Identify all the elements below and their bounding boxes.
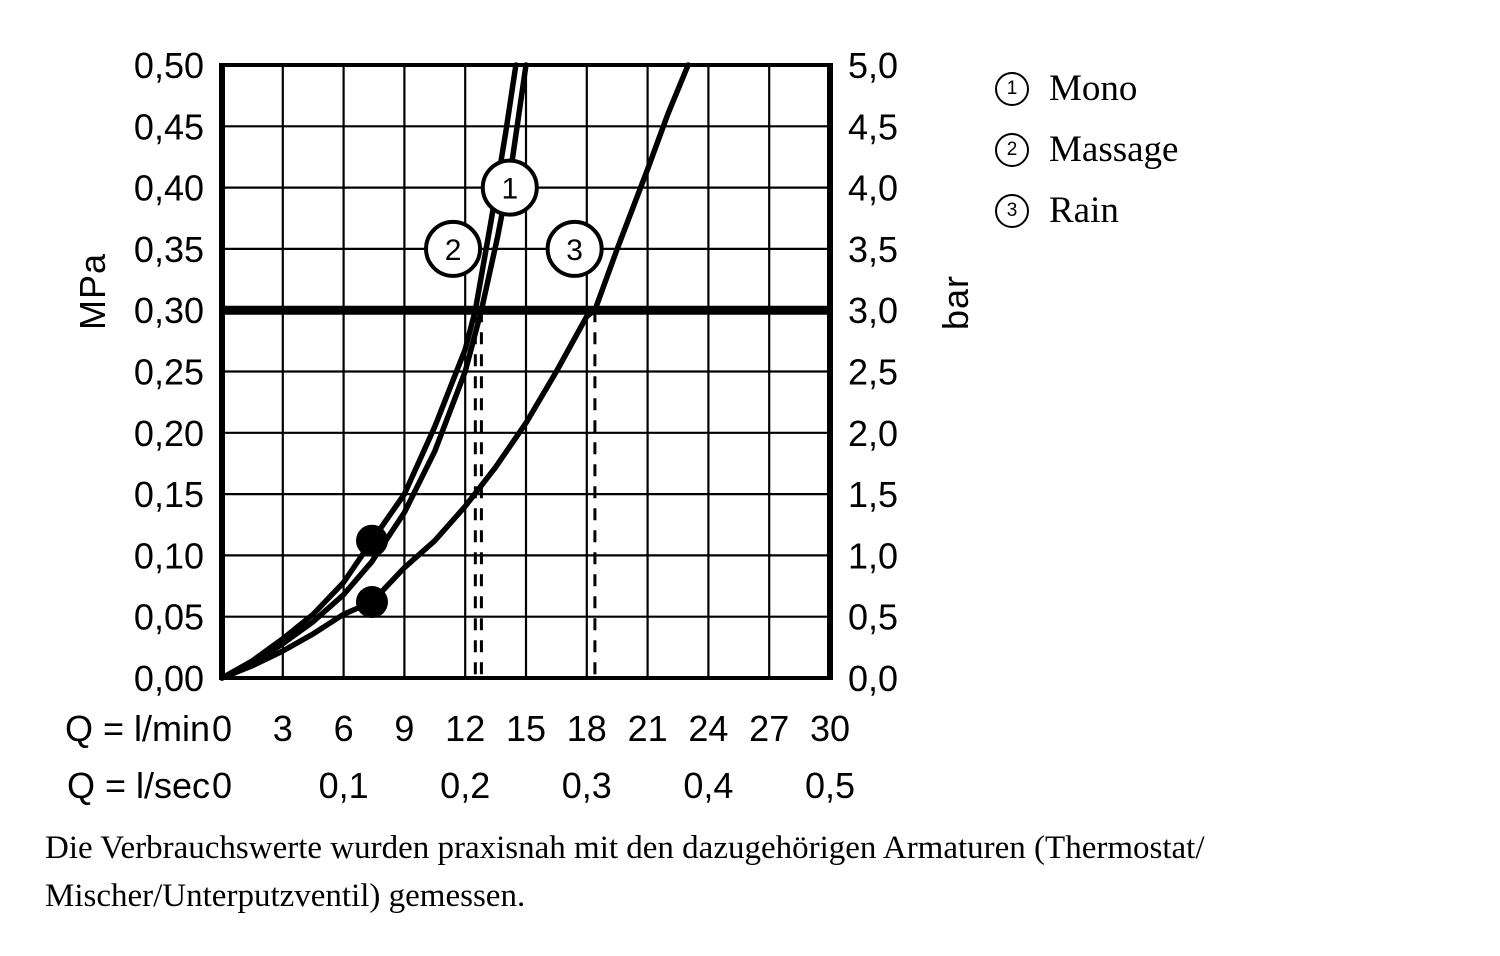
svg-text:15: 15 — [505, 708, 547, 749]
gridlines — [222, 65, 830, 678]
svg-text:9: 9 — [394, 708, 415, 749]
svg-text:0,15: 0,15 — [133, 474, 204, 516]
svg-text:0,20: 0,20 — [133, 412, 204, 454]
svg-text:2,0: 2,0 — [848, 412, 899, 454]
svg-text:27: 27 — [749, 708, 790, 749]
svg-text:3,0: 3,0 — [848, 290, 899, 332]
y-axis-label-bar: bar — [935, 274, 976, 330]
svg-text:0,3: 0,3 — [561, 765, 612, 806]
svg-text:Q = l/sec: Q = l/sec — [66, 765, 210, 806]
footnote-text: Die Verbrauchswerte wurden praxisnah mit den dazugehörigen Armaturen (Thermostat/ Mischer/Unterputzventil) gemessen. — [45, 830, 1205, 914]
svg-text:0,35: 0,35 — [133, 228, 204, 270]
svg-text:0,45: 0,45 — [133, 106, 204, 148]
svg-text:0: 0 — [211, 765, 233, 806]
svg-text:0,10: 0,10 — [133, 535, 204, 577]
svg-text:4,5: 4,5 — [848, 106, 899, 148]
svg-text:12: 12 — [445, 708, 486, 749]
svg-text:0,50: 0,50 — [133, 45, 204, 86]
legend-label-rain: Rain — [1049, 190, 1119, 231]
legend — [995, 58, 1415, 241]
svg-text:0,4: 0,4 — [683, 765, 734, 806]
svg-text:4,0: 4,0 — [848, 167, 899, 209]
svg-text:0: 0 — [211, 708, 233, 749]
legend-item — [995, 58, 1415, 119]
svg-text:0,25: 0,25 — [133, 351, 204, 393]
svg-text:1,0: 1,0 — [848, 535, 899, 577]
svg-text:0,30: 0,30 — [133, 290, 204, 332]
svg-text:0,0: 0,0 — [848, 658, 899, 699]
y-axis-ticks-mpa — [134, 45, 204, 699]
svg-text:Q = l/min: Q = l/min — [64, 708, 210, 749]
svg-text:2,5: 2,5 — [848, 351, 899, 393]
x-axis-row-labels — [65, 708, 210, 806]
svg-text:0,1: 0,1 — [318, 765, 369, 806]
svg-text:24: 24 — [688, 708, 729, 749]
svg-text:1: 1 — [501, 172, 519, 206]
svg-text:0,40: 0,40 — [133, 167, 204, 209]
svg-text:0,5: 0,5 — [848, 596, 899, 638]
legend-item — [995, 119, 1415, 180]
x-axis-ticks-lmin — [212, 708, 850, 749]
svg-text:3: 3 — [272, 708, 293, 749]
svg-text:0,5: 0,5 — [804, 765, 856, 806]
y-axis-label-mpa: MPa — [72, 252, 113, 330]
svg-text:0,05: 0,05 — [133, 596, 204, 638]
legend-label-mono: Mono — [1049, 68, 1138, 109]
legend-marker-2-icon: 2 — [995, 133, 1029, 167]
legend-label-massage: Massage — [1049, 129, 1179, 170]
svg-text:2: 2 — [444, 233, 462, 267]
svg-text:5,0: 5,0 — [848, 45, 899, 86]
svg-text:0,2: 0,2 — [440, 765, 491, 806]
svg-text:21: 21 — [627, 708, 668, 749]
svg-text:1,5: 1,5 — [848, 474, 899, 516]
svg-text:30: 30 — [809, 708, 851, 749]
curve-markers — [426, 161, 602, 276]
legend-marker-1-icon: 1 — [995, 72, 1029, 106]
svg-text:18: 18 — [566, 708, 607, 749]
legend-item — [995, 180, 1415, 241]
svg-text:3,5: 3,5 — [848, 228, 899, 270]
svg-text:3: 3 — [566, 233, 583, 267]
y-axis-ticks-bar — [848, 45, 898, 699]
x-axis-ticks-lsec — [212, 765, 855, 806]
svg-text:6: 6 — [333, 708, 354, 749]
legend-marker-3-icon: 3 — [995, 194, 1029, 228]
svg-text:0,00: 0,00 — [133, 658, 204, 699]
